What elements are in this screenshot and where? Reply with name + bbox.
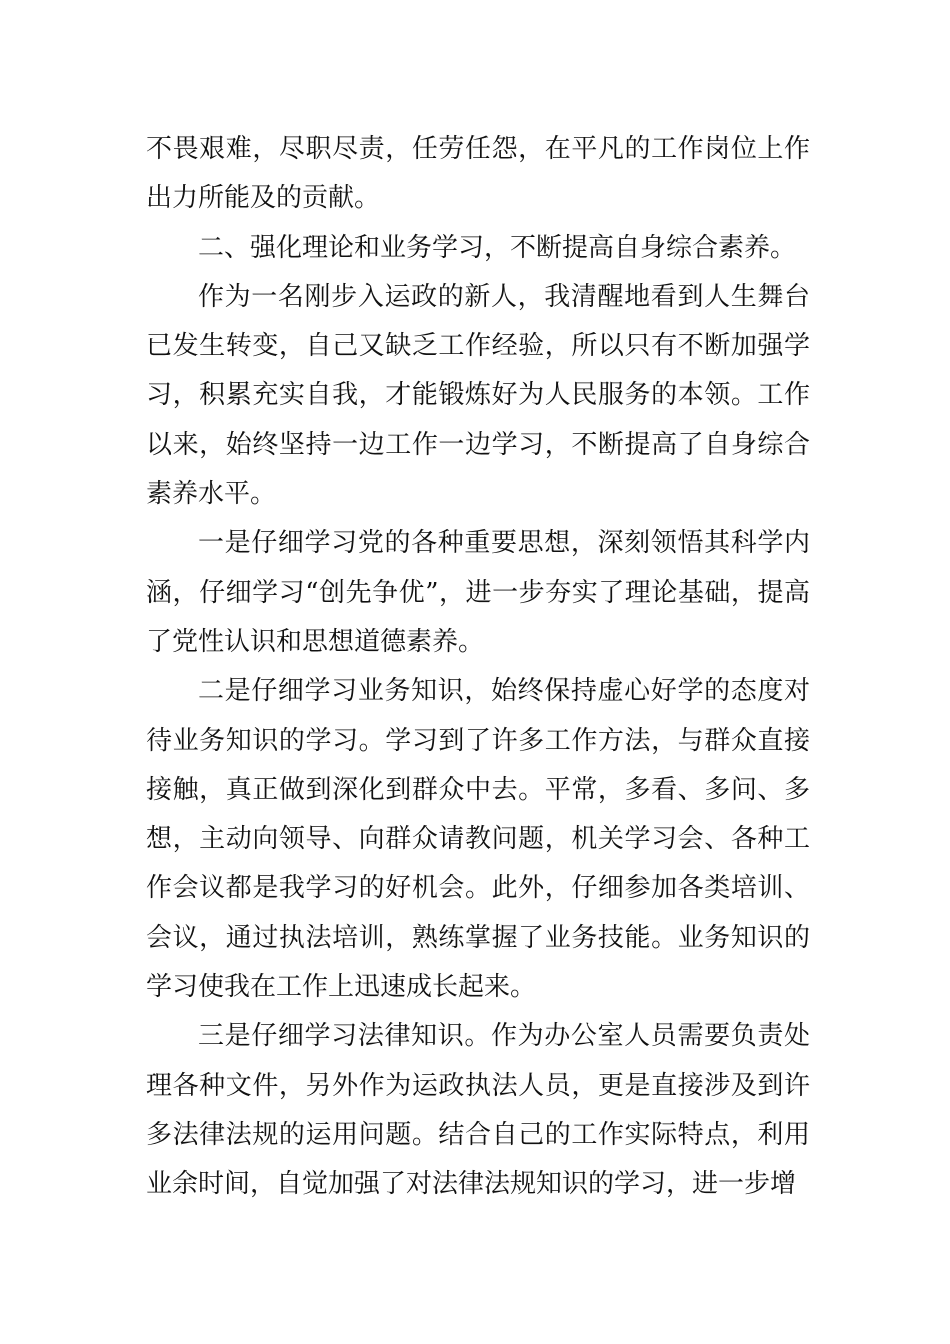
paragraph-3: 作为一名刚步入运政的新人，我清醒地看到人生舞台已发生转变，自己又缺乏工作经验，所以只有不断加强学习，积累充实自我，才能锻炼好为人民服务的本领。工作以来，始终坚持一边工作一边学习，不断提高了自身综合素养水平。 (146, 281, 810, 510)
paragraph-5: 二是仔细学习业务知识，始终保持虚心好学的态度对待业务知识的学习。学习到了许多工作方法，与群众直接接触，真正做到深化到群众中去。平常，多看、多问、多想，主动向领导、向群众请教问题，机关学习会、各种工作会议都是我学习的好机会。此外，仔细参加各类培训、会议，通过执法培训，熟练掌握了业务技能。业务知识的学习使我在工作上迅速成长起来。 (146, 676, 810, 1003)
paragraph-4: 一是仔细学习党的各种重要思想，深刻领悟其科学内涵，仔细学习“创先争优”，进一步夯实了理论基础，提高了党性认识和思想道德素养。 (146, 528, 810, 657)
paragraph-2-heading: 二、强化理论和业务学习，不断提高自身综合素养。 (198, 232, 797, 263)
paragraph-1: 不畏艰难，尽职尽责，任劳任怨，在平凡的工作岗位上作出力所能及的贡献。 (146, 134, 810, 214)
document-body (146, 125, 810, 1210)
paragraph-6: 三是仔细学习法律知识。作为办公室人员需要负责处理各种文件，另外作为运政执法人员，更是直接涉及到许多法律法规的运用问题。结合自己的工作实际特点，利用业余时间，自觉加强了对法律法规知识的学习，进一步增 (146, 1021, 810, 1200)
